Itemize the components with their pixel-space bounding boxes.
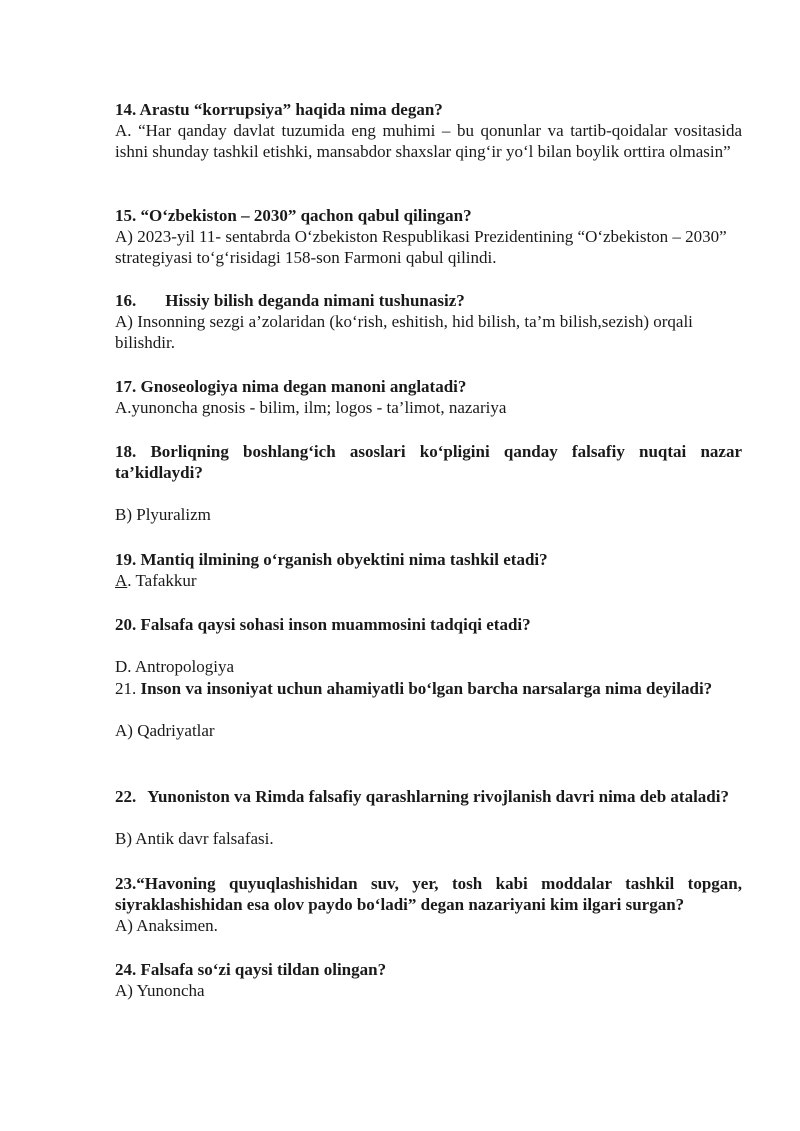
question-16-text: Hissiy bilish deganda nimani tushunasiz? [165, 291, 465, 310]
question-21 [115, 678, 742, 699]
answer-24: A) Yunoncha [115, 981, 205, 1000]
question-23: 23.“Havoning quyuqlashishidan suv, yer, tosh kabi moddalar tashkil topgan, siyraklashishidan esa olov paydo bo‘ladi” degan nazariyani kim ilgari surgan? [115, 874, 742, 914]
question-block-23 [115, 873, 742, 936]
question-block-18 [115, 441, 742, 525]
question-block-14 [115, 99, 742, 162]
answer-20: D. Antropologiya [115, 657, 234, 676]
question-block-17 [115, 376, 742, 418]
answer-14: A. “Har qanday davlat tuzumida eng muhimi – bu qonunlar va tartib-qoidalar vositasida ishni shunday tashkil etishki, mansabdor shaxslar qing‘ir yo‘l bilan boylik orttira olmasin” [115, 121, 742, 161]
question-18: 18. Borliqning boshlang‘ich asoslari ko‘pligini qanday falsafiy nuqtai nazar ta’kidlaydi? [115, 442, 742, 482]
answer-19-letter: A [115, 571, 128, 590]
answer-17: A.yunoncha gnosis - bilim, ilm; logos - ta’limot, nazariya [115, 398, 507, 417]
question-block-20 [115, 614, 742, 677]
question-block-24 [115, 959, 742, 1001]
answer-19 [115, 570, 742, 591]
question-20: 20. Falsafa qaysi sohasi inson muammosini tadqiqi etadi? [115, 615, 531, 634]
answer-15: A) 2023-yil 11- sentabrda O‘zbekiston Respublikasi Prezidentining “O‘zbekiston – 2030” strategiyasi to‘g‘risidagi 158-son Farmoni qabul qilindi. [115, 227, 727, 267]
answer-18: B) Plyuralizm [115, 505, 211, 524]
question-21-number: 21. [115, 679, 137, 698]
question-19: 19. Mantiq ilmining o‘rganish obyektini nima tashkil etadi? [115, 550, 548, 569]
answer-16: A) Insonning sezgi a’zolaridan (ko‘rish, eshitish, hid bilish, ta’m bilish,sezish) orqali bilishdir. [115, 312, 693, 352]
question-15: 15. “O‘zbekiston – 2030” qachon qabul qilingan? [115, 206, 472, 225]
question-16 [115, 290, 742, 311]
question-block-19 [115, 549, 742, 591]
question-22-number: 22. [115, 787, 137, 806]
question-21-text: Inson va insoniyat uchun ahamiyatli bo‘lgan barcha narsalarga nima deyiladi? [140, 679, 713, 698]
question-block-15 [115, 205, 742, 268]
answer-19-text: . Tafakkur [127, 571, 197, 590]
question-24: 24. Falsafa so‘zi qaysi tildan olingan? [115, 960, 387, 979]
question-17: 17. Gnoseologiya nima degan manoni anglatadi? [115, 377, 467, 396]
answer-23: A) Anaksimen. [115, 916, 218, 935]
question-14: 14. Arastu “korrupsiya” haqida nima degan? [115, 100, 443, 119]
question-block-16 [115, 290, 742, 353]
question-22-text: Yunoniston va Rimda falsafiy qarashlarning rivojlanish davri nima deb ataladi? [147, 787, 729, 806]
answer-21: A) Qadriyatlar [115, 721, 215, 740]
question-block-22 [115, 786, 799, 849]
answer-22: B) Antik davr falsafasi. [115, 829, 274, 848]
question-16-number: 16. [115, 291, 137, 310]
question-block-21 [115, 678, 742, 741]
question-22 [115, 786, 799, 807]
